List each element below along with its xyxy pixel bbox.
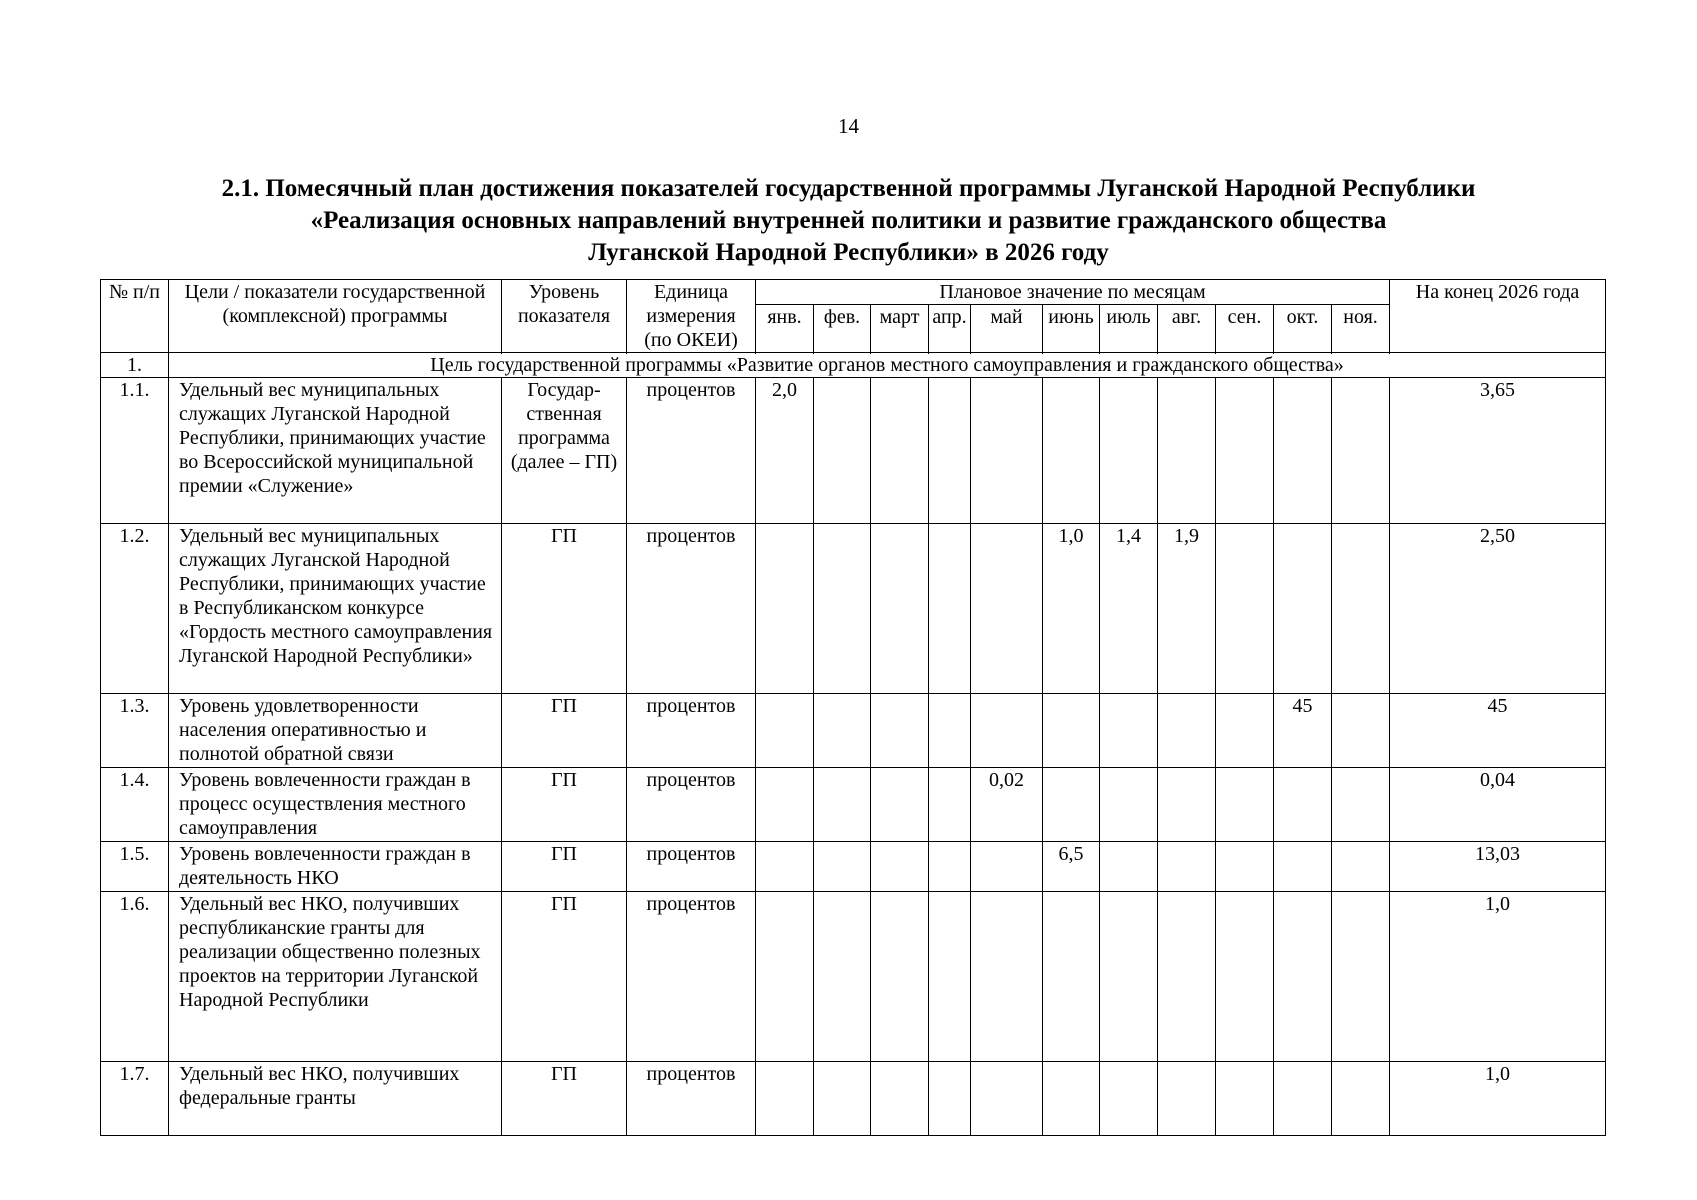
row-month-value [1332,378,1390,524]
row-month-value [929,892,971,1062]
header-month: окт. [1274,305,1332,353]
row-month-value [1332,842,1390,892]
table-row [101,1062,1606,1136]
row-end-of-year: 0,04 [1390,768,1606,842]
header-num: № п/п [101,280,169,353]
row-indicator: Удельный вес НКО, получивших республиканские гранты для реализации общественно полезных проектов на территории Луганской Народной Республики [169,892,502,1062]
row-month-value [1043,378,1100,524]
header-month: фев. [814,305,871,353]
row-month-value [756,842,814,892]
row-month-value [1216,524,1274,694]
header-end-of-year: На конец 2026 года [1390,280,1606,353]
row-month-value [756,694,814,768]
row-unit: процентов [627,524,756,694]
row-month-value: 1,0 [1043,524,1100,694]
row-month-value [929,694,971,768]
row-month-value [814,768,871,842]
row-month-value [1158,378,1216,524]
row-month-value [971,1062,1043,1136]
row-month-value [1043,1062,1100,1136]
row-month-value: 0,02 [971,768,1043,842]
row-month-value [1216,842,1274,892]
row-end-of-year: 3,65 [1390,378,1606,524]
header-row-top [101,280,1606,305]
row-month-value [971,378,1043,524]
row-num: 1.3. [101,694,169,768]
goal-text: Цель государственной программы «Развитие органов местного самоуправления и гражданского общества» [169,353,1606,378]
row-month-value [756,1062,814,1136]
row-month-value [1274,892,1332,1062]
header-month: март [871,305,929,353]
row-level: Государ-ственная программа (далее – ГП) [502,378,627,524]
row-indicator: Уровень вовлеченности граждан в деятельность НКО [169,842,502,892]
row-level: ГП [502,694,627,768]
header-month: авг. [1158,305,1216,353]
row-month-value [929,768,971,842]
row-indicator: Удельный вес муниципальных служащих Луганской Народной Республики, принимающих участие во Всероссийской муниципальной премии «Служение» [169,378,502,524]
header-month: июль [1100,305,1158,353]
row-month-value [929,842,971,892]
row-month-value [1274,524,1332,694]
goal-row [101,353,1606,378]
row-unit: процентов [627,768,756,842]
row-month-value [971,892,1043,1062]
row-month-value [1274,1062,1332,1136]
row-num: 1.2. [101,524,169,694]
row-month-value [756,768,814,842]
row-month-value: 45 [1274,694,1332,768]
row-unit: процентов [627,892,756,1062]
row-month-value: 1,9 [1158,524,1216,694]
row-month-value [1100,378,1158,524]
header-month: янв. [756,305,814,353]
row-month-value [1158,768,1216,842]
row-month-value: 1,4 [1100,524,1158,694]
row-indicator: Уровень удовлетворенности населения оперативностью и полнотой обратной связи [169,694,502,768]
row-month-value [1043,694,1100,768]
row-month-value [756,524,814,694]
row-num: 1.5. [101,842,169,892]
row-month-value [1274,842,1332,892]
page-number: 14 [838,114,859,138]
row-month-value [929,524,971,694]
row-month-value [971,524,1043,694]
header-goals: Цели / показатели государственной (комплексной) программы [169,280,502,353]
table-row [101,524,1606,694]
row-level: ГП [502,842,627,892]
row-num: 1.4. [101,768,169,842]
row-num: 1.1. [101,378,169,524]
row-month-value [1274,768,1332,842]
header-month: май [971,305,1043,353]
row-month-value [1216,694,1274,768]
header-month: сен. [1216,305,1274,353]
row-month-value [1100,892,1158,1062]
row-level: ГП [502,524,627,694]
row-level: ГП [502,892,627,1062]
row-month-value [756,892,814,1062]
row-month-value [871,694,929,768]
document-title [0,173,1697,269]
row-indicator: Удельный вес НКО, получивших федеральные гранты [169,1062,502,1136]
row-num: 1.6. [101,892,169,1062]
row-month-value [1274,378,1332,524]
row-month-value [871,842,929,892]
row-indicator: Удельный вес муниципальных служащих Луганской Народной Республики, принимающих участие в Республиканском конкурсе «Гордость местного самоуправления Луганской Народной Республики» [169,524,502,694]
row-unit: процентов [627,378,756,524]
row-end-of-year: 1,0 [1390,1062,1606,1136]
row-num: 1.7. [101,1062,169,1136]
row-month-value [1216,892,1274,1062]
row-month-value [871,892,929,1062]
row-month-value [1158,842,1216,892]
row-month-value [1332,524,1390,694]
row-month-value [1100,842,1158,892]
title-line-2: «Реализация основных направлений внутренней политики и развитие гражданского общества [310,207,1387,234]
row-month-value [871,768,929,842]
row-month-value [1100,768,1158,842]
row-level: ГП [502,1062,627,1136]
table-row [101,842,1606,892]
table-row [101,378,1606,524]
header-plan-by-month: Плановое значение по месяцам [756,280,1390,305]
row-month-value: 6,5 [1043,842,1100,892]
row-end-of-year: 13,03 [1390,842,1606,892]
row-month-value [1100,1062,1158,1136]
row-month-value [1158,892,1216,1062]
row-unit: процентов [627,1062,756,1136]
row-unit: процентов [627,694,756,768]
row-month-value [1332,694,1390,768]
row-month-value [971,842,1043,892]
table-row [101,768,1606,842]
title-line-3: Луганской Народной Республики» в 2026 году [588,239,1109,266]
title-line-1: 2.1. Помесячный план достижения показателей государственной программы Луганской Народной Республики [221,175,1476,202]
row-month-value [814,892,871,1062]
row-indicator: Уровень вовлеченности граждан в процесс осуществления местного самоуправления [169,768,502,842]
row-month-value [1216,768,1274,842]
header-level: Уровень показателя [502,280,627,353]
row-month-value [814,842,871,892]
header-month: июнь [1043,305,1100,353]
row-month-value: 2,0 [756,378,814,524]
row-month-value [814,378,871,524]
row-month-value [971,694,1043,768]
header-month: ноя. [1332,305,1390,353]
row-month-value [814,524,871,694]
row-month-value [1158,694,1216,768]
row-month-value [1158,1062,1216,1136]
row-month-value [1043,892,1100,1062]
row-month-value [1043,768,1100,842]
table-row [101,694,1606,768]
row-end-of-year: 45 [1390,694,1606,768]
goal-num: 1. [101,353,169,378]
row-month-value [871,378,929,524]
row-month-value [814,694,871,768]
header-unit: Единица измерения (по ОКЕИ) [627,280,756,353]
monthly-plan-table [100,279,1606,1136]
row-month-value [814,1062,871,1136]
row-month-value [929,378,971,524]
row-month-value [871,1062,929,1136]
row-month-value [1216,378,1274,524]
row-end-of-year: 2,50 [1390,524,1606,694]
row-month-value [1332,768,1390,842]
header-month: апр. [929,305,971,353]
table-row [101,892,1606,1062]
row-end-of-year: 1,0 [1390,892,1606,1062]
row-month-value [1216,1062,1274,1136]
row-month-value [1332,892,1390,1062]
row-month-value [1332,1062,1390,1136]
row-month-value [1100,694,1158,768]
row-level: ГП [502,768,627,842]
row-unit: процентов [627,842,756,892]
row-month-value [871,524,929,694]
row-month-value [929,1062,971,1136]
